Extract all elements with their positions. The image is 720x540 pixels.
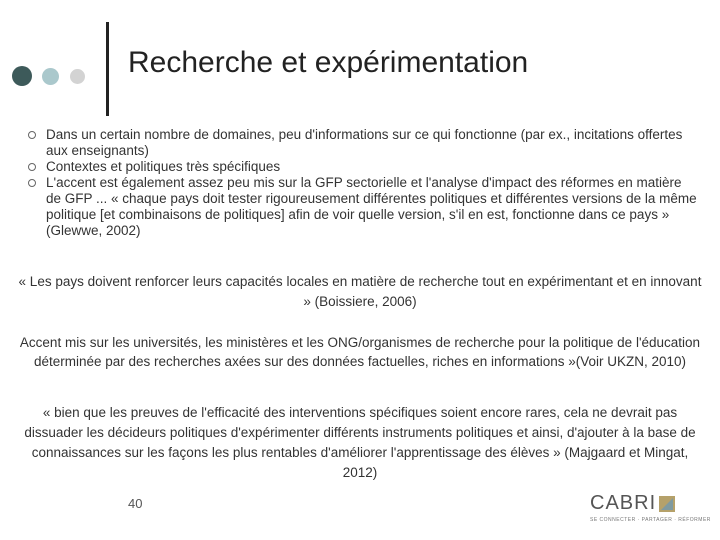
bullet-text: L'accent est également assez peu mis sur la GFP sectorielle et l'analyse d'impact des réformes en matière de GFP ... « chaque pays doit tester rigoureusement différentes politiques et différentes versions de la même politique [et combinaisons de politiques] afin de voir quelle version, s'il en est, fonctionne dans ce pays » (Glewwe, 2002) (46, 175, 697, 238)
bullet-item (20, 127, 700, 159)
bullet-list (20, 127, 700, 239)
dot-dark (12, 66, 32, 86)
logo-wordmark: CABRI (590, 492, 657, 514)
bullet-circle-icon (28, 163, 36, 171)
paragraph-ukzn: Accent mis sur les universités, les ministères et les ONG/organismes de recherche pour la politique de l'éducation déterminée par des recherches axées sur des données factuelles, riches en informations »(Voir UKZN, 2010) (19, 335, 701, 369)
bullet-circle-icon (28, 131, 36, 139)
logo-mark-icon (659, 496, 675, 512)
page-number: 40 (128, 496, 143, 511)
quote-boissiere: « Les pays doivent renforcer leurs capacités locales en matière de recherche tout en expérimentant et en innovant » (Boissiere, 2006) (18, 274, 702, 309)
bullet-text: Contextes et politiques très spécifiques (46, 159, 281, 174)
title-divider (106, 22, 109, 116)
cabri-logo (590, 492, 711, 523)
slide-title: Recherche et expérimentation (128, 46, 529, 79)
dot-grey (70, 69, 85, 84)
dot-light-blue (42, 68, 59, 85)
logo-tagline: SE CONNECTER · PARTAGER · RÉFORMER (590, 517, 711, 523)
quote-majgaard: « bien que les preuves de l'efficacité des interventions spécifiques soient encore rares, cela ne devrait pas dissuader les décideurs politiques d'expérimenter différents instruments politiques et ainsi, d'ajouter à la base de connaissances sur les façons les plus rentables d'améliorer l'apprentissage des élèves » (Majgaard et Mingat, 2012) (24, 405, 696, 480)
bullet-item (20, 175, 700, 239)
bullet-circle-icon (28, 179, 36, 187)
bullet-text: Dans un certain nombre de domaines, peu d'informations sur ce qui fonctionne (par ex., incitations offertes aux enseignants) (46, 127, 683, 158)
bullet-item (20, 159, 700, 175)
